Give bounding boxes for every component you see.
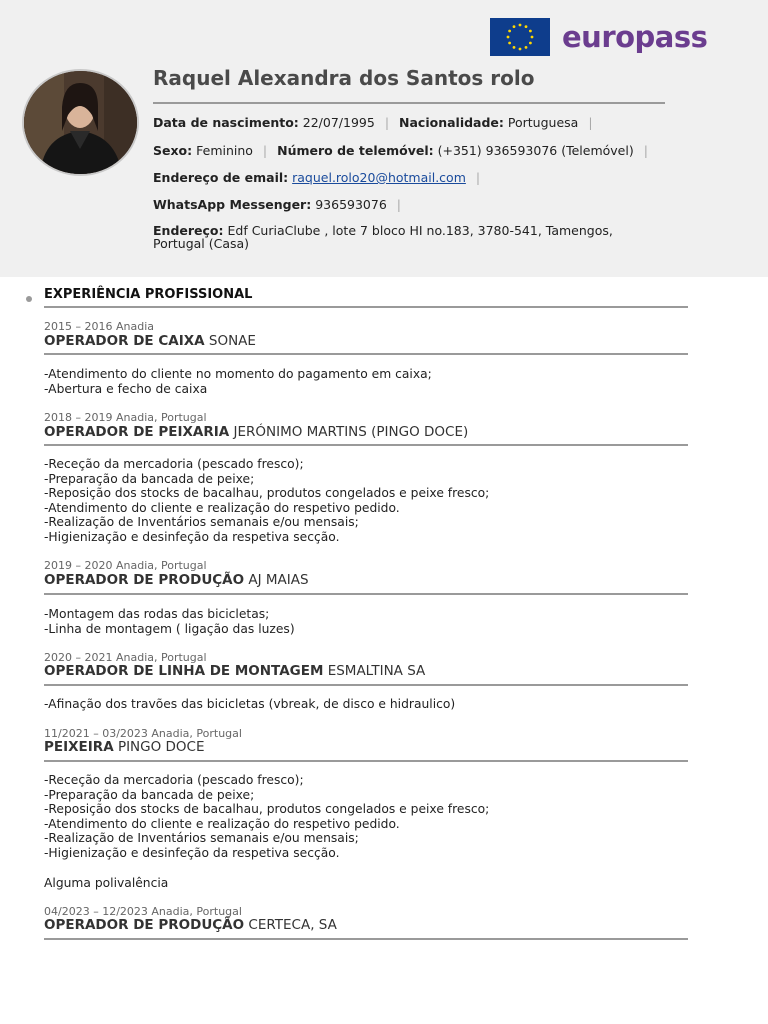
separator: | bbox=[643, 143, 648, 158]
job-role: OPERADOR DE PEIXARIA bbox=[44, 424, 230, 440]
address-line2: Portugal (Casa) bbox=[153, 236, 250, 251]
job-role: OPERADOR DE PRODUÇÃO bbox=[44, 917, 245, 933]
separator: | bbox=[262, 143, 268, 158]
separator: | bbox=[396, 197, 401, 212]
person-name: Raquel Alexandra dos Santos rolo bbox=[153, 66, 535, 90]
desc-line: -Reposição dos stocks de bacalhau, produtos congelados e peixe fresco; bbox=[44, 802, 490, 817]
desc-line: -Higienização e desinfeção da respetiva secção. bbox=[44, 529, 340, 544]
job-divider bbox=[44, 760, 688, 762]
email-label: Endereço de email: bbox=[153, 170, 289, 185]
job-date: 11/2021 – 03/2023 Anadia, Portugal bbox=[44, 727, 242, 740]
separator: | bbox=[384, 115, 390, 130]
sex-label: Sexo: bbox=[153, 143, 193, 158]
desc-line: -Atendimento do cliente no momento do pagamento em caixa; bbox=[44, 367, 432, 381]
europass-logo bbox=[490, 18, 707, 56]
job-company: JERÓNIMO MARTINS (PINGO DOCE) bbox=[233, 424, 469, 440]
job-role: OPERADOR DE CAIXA bbox=[44, 333, 205, 349]
job-role: OPERADOR DE LINHA DE MONTAGEM bbox=[44, 663, 324, 679]
job-divider bbox=[44, 353, 688, 355]
nationality-label: Nacionalidade: bbox=[399, 115, 504, 130]
desc-line: -Realização de Inventários semanais e/ou mensais; bbox=[44, 515, 359, 530]
address-line1: Edf CuriaClube , lote 7 bloco HI no.183, 3780-541, Tamengos, bbox=[227, 223, 613, 238]
job-title bbox=[44, 663, 425, 679]
job-divider bbox=[44, 684, 688, 686]
info-row-whatsapp bbox=[153, 197, 407, 212]
separator: | bbox=[475, 170, 481, 185]
job-company: AJ MAIAS bbox=[248, 572, 309, 588]
job-title bbox=[44, 739, 205, 755]
desc-line: -Afinação dos travões das bicicletas (vbreak, de disco e hidraulico) bbox=[44, 697, 456, 711]
job-divider bbox=[44, 444, 688, 446]
name-divider bbox=[153, 102, 665, 104]
job-description bbox=[44, 697, 455, 712]
desc-line: -Atendimento do cliente e realização do respetivo pedido. bbox=[44, 500, 400, 515]
job-description bbox=[44, 607, 295, 636]
europass-wordmark: europass bbox=[562, 20, 708, 54]
desc-line: -Preparação da bancada de peixe; bbox=[44, 471, 255, 486]
desc-line: -Realização de Inventários semanais e/ou mensais; bbox=[44, 831, 359, 846]
email-link[interactable]: raquel.rolo20@hotmail.com bbox=[292, 170, 466, 185]
job-company: SONAE bbox=[208, 333, 256, 349]
sex-value: Feminino bbox=[196, 143, 253, 158]
eu-flag-icon bbox=[490, 18, 550, 56]
desc-line: -Linha de montagem ( ligação das luzes) bbox=[44, 621, 295, 636]
whatsapp-label: WhatsApp Messenger: bbox=[153, 197, 312, 212]
job-company: PINGO DOCE bbox=[117, 739, 205, 755]
job-divider bbox=[44, 593, 688, 595]
phone-value: (+351) 936593076 (Telemóvel) bbox=[437, 143, 634, 158]
job-title bbox=[44, 917, 337, 933]
birth-value: 22/07/1995 bbox=[302, 115, 375, 130]
desc-line: -Abertura e fecho de caixa bbox=[44, 381, 208, 396]
job-divider bbox=[44, 938, 688, 940]
section-divider bbox=[44, 306, 688, 308]
info-row-address bbox=[153, 224, 613, 250]
job-title bbox=[44, 424, 468, 440]
info-row-email bbox=[153, 170, 486, 185]
job-date: 2018 – 2019 Anadia, Portugal bbox=[44, 411, 207, 424]
info-row-birth bbox=[153, 115, 599, 130]
nationality-value: Portuguesa bbox=[507, 115, 579, 130]
address-label: Endereço: bbox=[153, 223, 224, 238]
job-title bbox=[44, 333, 256, 349]
whatsapp-value: 936593076 bbox=[315, 197, 387, 212]
phone-label: Número de telemóvel: bbox=[277, 143, 434, 158]
desc-line: -Montagem das rodas das bicicletas; bbox=[44, 607, 270, 621]
job-company: ESMALTINA SA bbox=[327, 663, 426, 679]
job-date: 2015 – 2016 Anadia bbox=[44, 320, 154, 333]
job-description bbox=[44, 457, 489, 545]
section-bullet-icon bbox=[26, 296, 32, 302]
separator: | bbox=[588, 115, 593, 130]
job-company: CERTECA, SA bbox=[248, 917, 337, 933]
section-title: EXPERIÊNCIA PROFISSIONAL bbox=[44, 287, 253, 302]
job-date: 04/2023 – 12/2023 Anadia, Portugal bbox=[44, 905, 242, 918]
avatar bbox=[22, 69, 139, 176]
job-role: OPERADOR DE PRODUÇÃO bbox=[44, 572, 245, 588]
job-description bbox=[44, 367, 432, 396]
desc-line: -Higienização e desinfeção da respetiva secção. bbox=[44, 845, 340, 860]
job-title bbox=[44, 572, 309, 588]
desc-line: -Receção da mercadoria (pescado fresco); bbox=[44, 773, 304, 787]
job-date: 2020 – 2021 Anadia, Portugal bbox=[44, 651, 207, 664]
info-row-sex-phone bbox=[153, 143, 654, 158]
desc-line: -Reposição dos stocks de bacalhau, produtos congelados e peixe fresco; bbox=[44, 486, 490, 501]
job-description bbox=[44, 773, 489, 861]
job-role: PEIXEIRA bbox=[44, 739, 114, 755]
desc-line: -Receção da mercadoria (pescado fresco); bbox=[44, 457, 304, 471]
job-extra-note: Alguma polivalência bbox=[44, 876, 169, 890]
desc-line: -Preparação da bancada de peixe; bbox=[44, 787, 255, 802]
birth-label: Data de nascimento: bbox=[153, 115, 299, 130]
job-date: 2019 – 2020 Anadia, Portugal bbox=[44, 559, 207, 572]
desc-line: -Atendimento do cliente e realização do respetivo pedido. bbox=[44, 816, 400, 831]
